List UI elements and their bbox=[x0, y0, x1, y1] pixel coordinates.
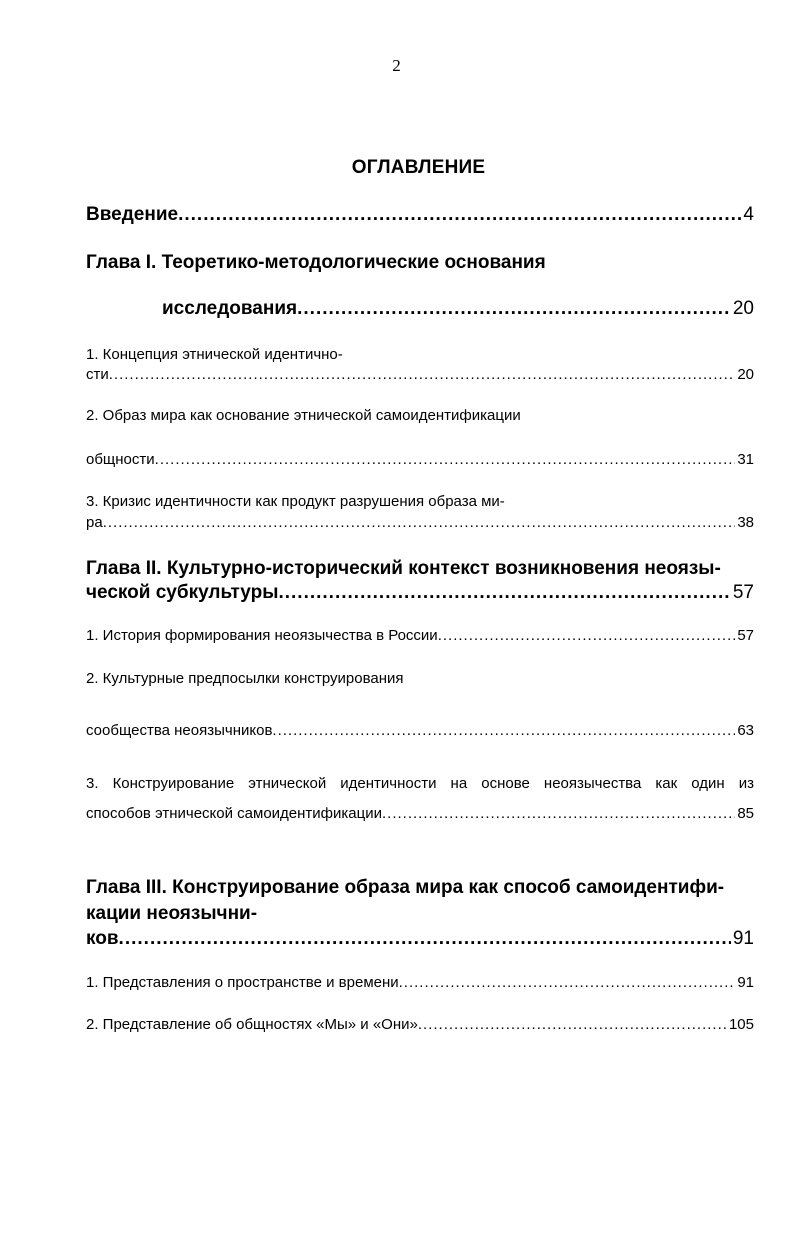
toc-entry-label: сообщества неоязычников bbox=[86, 722, 273, 739]
toc-page-number: 57 bbox=[732, 582, 754, 603]
toc-entry-label: 2. Представление об общностях «Мы» и «Они» bbox=[86, 1016, 418, 1033]
toc-entry-label: ра bbox=[86, 514, 103, 531]
toc-section-1-1-line1: 1. Концепция этнической идентично- bbox=[86, 346, 343, 363]
toc-entry-label: общности bbox=[86, 451, 155, 468]
toc-entry-section-1-2[interactable] bbox=[86, 451, 754, 468]
chapter-1-heading[interactable]: Глава I. Теоретико-методологические основания bbox=[86, 252, 546, 273]
toc-page-number: 105 bbox=[728, 1016, 754, 1033]
toc-entry-section-3-1[interactable] bbox=[86, 974, 754, 991]
chapter-2-heading[interactable]: Глава II. Культурно-исторический контекст возникновения неоязы- bbox=[86, 558, 721, 579]
toc-entry-label: способов этнической самоидентификации bbox=[86, 805, 382, 822]
leader-dots bbox=[382, 805, 735, 822]
toc-entry-label: ческой субкультуры bbox=[86, 582, 279, 603]
toc-entry-section-2-2[interactable] bbox=[86, 722, 754, 739]
leader-dots bbox=[418, 1016, 727, 1033]
toc-section-1-2-line1: 2. Образ мира как основание этнической самоидентификации bbox=[86, 407, 521, 424]
leader-dots bbox=[399, 974, 736, 991]
leader-dots bbox=[155, 451, 736, 468]
chapter-3-heading-line2: кации неоязычни- bbox=[86, 903, 258, 924]
toc-entry-section-1-1[interactable] bbox=[86, 366, 754, 383]
chapter-3-heading[interactable]: Глава III. Конструирование образа мира как способ самоидентифи- bbox=[86, 877, 725, 898]
leader-dots bbox=[109, 366, 736, 383]
toc-entry-introduction[interactable] bbox=[86, 204, 754, 226]
leader-dots bbox=[297, 298, 731, 320]
toc-page-number: 85 bbox=[737, 805, 754, 822]
toc-entry-chapter-3[interactable] bbox=[86, 928, 754, 950]
toc-page-number: 91 bbox=[737, 974, 754, 991]
toc-entry-label: 1. Представления о пространстве и времени bbox=[86, 974, 399, 991]
leader-dots bbox=[119, 928, 731, 950]
toc-page-number: 57 bbox=[737, 627, 754, 644]
toc-entry-chapter-2[interactable] bbox=[86, 582, 754, 604]
toc-page-number: 20 bbox=[732, 298, 754, 319]
toc-section-1-3-line1: 3. Кризис идентичности как продукт разрушения образа ми- bbox=[86, 493, 505, 510]
page-number: 2 bbox=[392, 56, 401, 75]
leader-dots bbox=[438, 627, 736, 644]
toc-entry-chapter-1[interactable] bbox=[162, 298, 754, 320]
toc-page-number: 31 bbox=[737, 451, 754, 468]
toc-entry-section-2-1[interactable] bbox=[86, 627, 754, 644]
leader-dots bbox=[278, 582, 730, 604]
toc-entry-section-3-2[interactable] bbox=[86, 1016, 754, 1033]
toc-page-number: 4 bbox=[743, 204, 754, 225]
toc-entry-label: исследования bbox=[162, 298, 298, 319]
toc-page-number: 91 bbox=[732, 928, 754, 949]
leader-dots bbox=[103, 514, 736, 531]
toc-section-2-3-line1: 3. Конструирование этнической идентичности на основе неоязычества как один из bbox=[86, 775, 754, 792]
toc-entry-section-1-3[interactable] bbox=[86, 514, 754, 531]
toc-entry-label: сти bbox=[86, 366, 109, 383]
toc-section-2-2-line1: 2. Культурные предпосылки конструирования bbox=[86, 670, 404, 687]
leader-dots bbox=[178, 204, 741, 226]
leader-dots bbox=[272, 722, 735, 739]
toc-title: ОГЛАВЛЕНИЕ bbox=[351, 157, 486, 178]
toc-entry-label: ков bbox=[86, 928, 119, 949]
toc-page-number: 38 bbox=[737, 514, 754, 531]
toc-page-number: 63 bbox=[737, 722, 754, 739]
toc-entry-label: Введение bbox=[86, 204, 179, 225]
toc-entry-label: 1. История формирования неоязычества в России bbox=[86, 627, 438, 644]
toc-entry-section-2-3[interactable] bbox=[86, 805, 754, 822]
toc-page-number: 20 bbox=[737, 366, 754, 383]
